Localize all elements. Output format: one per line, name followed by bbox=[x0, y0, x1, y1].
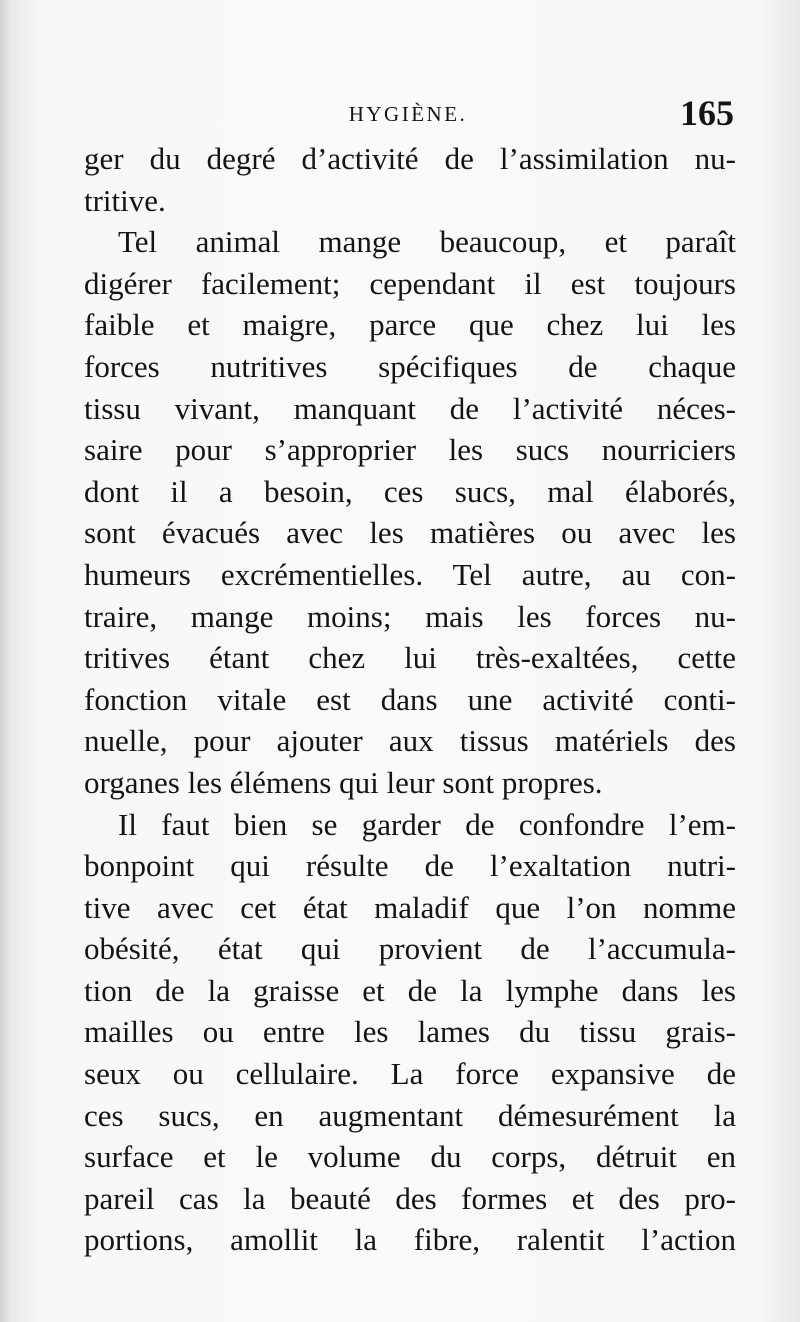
text-line: saire pour s’approprier les sucs nourriciers bbox=[84, 432, 736, 468]
running-head bbox=[82, 92, 734, 132]
running-title: HYGIÈNE. bbox=[348, 102, 468, 126]
text-line: portions, amollit la fibre, ralentit l’action bbox=[84, 1222, 736, 1258]
text-line: humeurs excrémentielles. Tel autre, au con- bbox=[84, 556, 736, 592]
text-line: seux ou cellulaire. La force expansive de bbox=[84, 1056, 736, 1092]
text-line: Tel animal mange beaucoup, et paraît bbox=[118, 224, 736, 260]
text-line: tion de la graisse et de la lymphe dans les bbox=[84, 972, 736, 1008]
text-line: bonpoint qui résulte de l’exaltation nutri- bbox=[84, 848, 736, 884]
text-line: fonction vitale est dans une activité conti- bbox=[84, 681, 736, 717]
text-line: tritive. bbox=[84, 182, 166, 218]
text-line: dont il a besoin, ces sucs, mal élaborés, bbox=[84, 473, 736, 509]
text-line: forces nutritives spécifiques de chaque bbox=[84, 348, 736, 384]
text-line: tritives étant chez lui très-exaltées, cette bbox=[84, 640, 736, 676]
text-line: organes les élémens qui leur sont propres. bbox=[84, 764, 603, 800]
text-line: faible et maigre, parce que chez lui les bbox=[84, 307, 736, 343]
text-line: Il faut bien se garder de confondre l’em- bbox=[118, 806, 736, 842]
text-line: digérer facilement; cependant il est toujours bbox=[84, 265, 736, 301]
text-line: tive avec cet état maladif que l’on nomme bbox=[84, 889, 736, 925]
text-line: traire, mange moins; mais les forces nu- bbox=[84, 598, 736, 634]
text-line: sont évacués avec les matières ou avec les bbox=[84, 515, 736, 551]
text-line: ger du degré d’activité de l’assimilation nu- bbox=[84, 141, 736, 176]
page-gutter-shadow bbox=[0, 0, 10, 1322]
page-number: 165 bbox=[680, 93, 734, 133]
text-line: tissu vivant, manquant de l’activité néces- bbox=[84, 390, 736, 426]
text-line: surface et le volume du corps, détruit en bbox=[84, 1139, 736, 1175]
text-line: obésité, état qui provient de l’accumula- bbox=[84, 931, 736, 967]
text-line: pareil cas la beauté des formes et des pro- bbox=[84, 1180, 736, 1216]
text-line: ces sucs, en augmentant démesurément la bbox=[84, 1097, 736, 1133]
text-line: mailles ou entre les lames du tissu grais- bbox=[84, 1014, 736, 1050]
text-line: nuelle, pour ajouter aux tissus matériels des bbox=[84, 723, 736, 759]
body-text bbox=[84, 138, 736, 1261]
